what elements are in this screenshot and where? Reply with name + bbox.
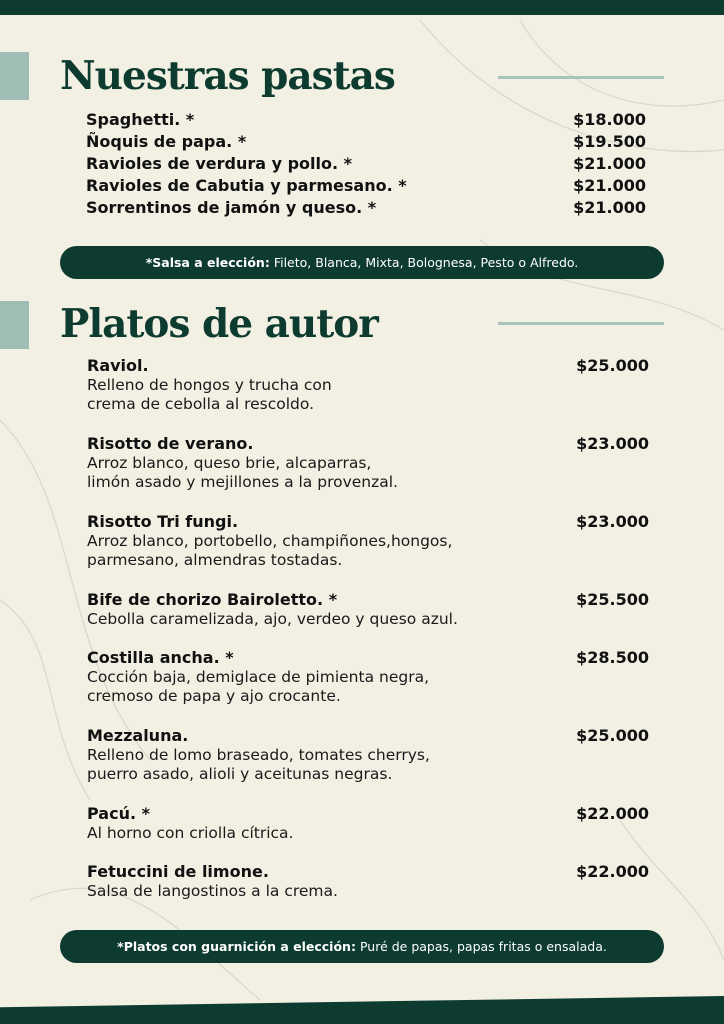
dish-price: $25.000 xyxy=(576,726,649,745)
dish-name: Mezzaluna. xyxy=(87,726,189,745)
top-bar xyxy=(0,0,724,15)
title-rule-autor xyxy=(498,322,664,325)
dish-name: Raviol. xyxy=(87,356,149,375)
dish-price: $21.000 xyxy=(573,176,646,195)
dish-price: $22.000 xyxy=(576,862,649,881)
list-item xyxy=(87,648,649,726)
dish-description: Cebolla caramelizada, ajo, verdeo y queso azul. xyxy=(87,610,458,628)
dish-price: $19.500 xyxy=(573,132,646,151)
section-tab-autor xyxy=(0,301,29,349)
dish-price: $22.000 xyxy=(576,804,649,823)
dish-price: $25.500 xyxy=(576,590,649,609)
dish-name: Ravioles de Cabutia y parmesano. * xyxy=(86,176,407,195)
list-item xyxy=(87,356,649,434)
dish-name: Fetuccini de limone. xyxy=(87,862,269,881)
dish-description: Arroz blanco, portobello, champiñones,hongos, parmesano, almendras tostadas. xyxy=(87,532,453,569)
dish-price: $21.000 xyxy=(573,198,646,217)
dish-name: Risotto de verano. xyxy=(87,434,254,453)
dish-price: $28.500 xyxy=(576,648,649,667)
list-item xyxy=(86,109,646,131)
list-item xyxy=(87,590,649,648)
dish-name: Ravioles de verdura y pollo. * xyxy=(86,154,353,173)
dish-list xyxy=(87,356,649,920)
dish-price: $23.000 xyxy=(576,512,649,531)
list-item xyxy=(86,175,646,197)
list-item xyxy=(86,197,646,219)
section-title-pastas: Nuestras pastas xyxy=(60,53,395,99)
dish-price: $18.000 xyxy=(573,110,646,129)
garnish-note-label: *Platos con guarnición a elección: xyxy=(117,939,356,954)
garnish-note xyxy=(60,930,664,963)
sauce-note-label: *Salsa a elección: xyxy=(145,255,270,270)
dish-price: $23.000 xyxy=(576,434,649,453)
garnish-note-text: Puré de papas, papas fritas o ensalada. xyxy=(359,939,607,954)
title-rule-pastas xyxy=(498,76,664,79)
dish-description: Relleno de hongos y trucha con crema de cebolla al rescoldo. xyxy=(87,376,332,413)
list-item xyxy=(87,512,649,590)
list-item xyxy=(87,862,649,920)
dish-description: Relleno de lomo braseado, tomates cherrys, puerro asado, alioli y aceitunas negras. xyxy=(87,746,430,783)
dish-description: Cocción baja, demiglace de pimienta negra, cremoso de papa y ajo crocante. xyxy=(87,668,430,705)
dish-name: Spaghetti. * xyxy=(86,110,195,129)
list-item xyxy=(87,726,649,804)
dish-name: Costilla ancha. * xyxy=(87,648,234,667)
dish-name: Pacú. * xyxy=(87,804,150,823)
dish-description: Al horno con criolla cítrica. xyxy=(87,824,294,842)
section-tab-pastas xyxy=(0,52,29,100)
dish-name: Ñoquis de papa. * xyxy=(86,132,247,151)
sauce-note xyxy=(60,246,664,279)
list-item xyxy=(86,131,646,153)
dish-name: Bife de chorizo Bairoletto. * xyxy=(87,590,338,609)
dish-description: Salsa de langostinos a la crema. xyxy=(87,882,338,900)
pasta-list xyxy=(86,109,646,219)
dish-price: $21.000 xyxy=(573,154,646,173)
list-item xyxy=(87,434,649,512)
list-item xyxy=(87,804,649,862)
sauce-note-text: Fileto, Blanca, Mixta, Bolognesa, Pesto o Alfredo. xyxy=(273,255,579,270)
list-item xyxy=(86,153,646,175)
dish-description: Arroz blanco, queso brie, alcaparras, limón asado y mejillones a la provenzal. xyxy=(87,454,398,491)
dish-name: Sorrentinos de jamón y queso. * xyxy=(86,198,377,217)
dish-price: $25.000 xyxy=(576,356,649,375)
section-title-autor: Platos de autor xyxy=(60,301,378,347)
dish-name: Risotto Tri fungi. xyxy=(87,512,239,531)
